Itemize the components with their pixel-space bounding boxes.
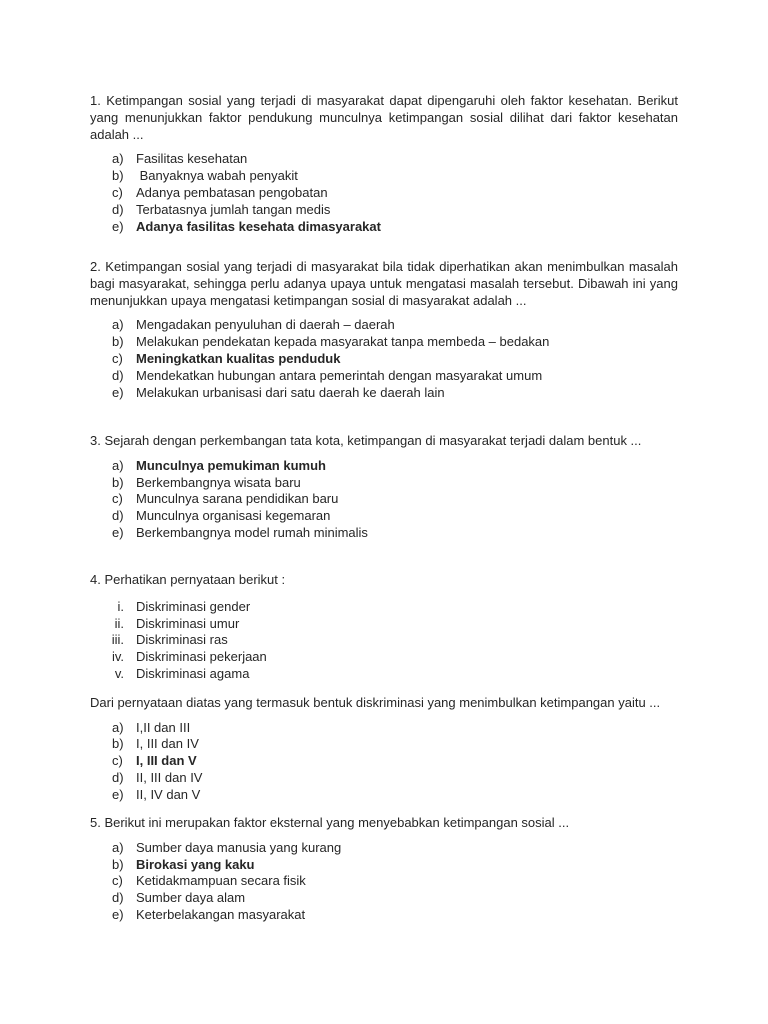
statement-iii [90,632,678,649]
option-text: I, III dan IV [136,736,199,752]
option-label: d) [112,508,124,524]
question-1 [90,93,678,235]
option-e [90,907,678,924]
question-3 [90,433,678,542]
option-text: Adanya fasilitas kesehata dimasyarakat [136,218,381,234]
option-label: a) [112,719,124,735]
option-label: c) [112,184,123,200]
option-b-answer [90,857,678,874]
option-text: Terbatasnya jumlah tangan medis [136,201,331,217]
option-label: c) [112,873,123,889]
option-text: II, III dan IV [136,769,203,785]
option-text: Sumber daya alam [136,890,246,906]
option-d [90,368,678,385]
statement-text: Diskriminasi umur [136,615,240,631]
option-e-answer [90,219,678,236]
option-label: e) [112,384,124,400]
option-e [90,525,678,542]
option-label: c) [112,350,123,366]
option-label: d) [112,769,124,785]
option-text: Munculnya sarana pendidikan baru [136,491,339,507]
option-b [90,168,678,185]
question-text: 1. Ketimpangan sosial yang terjadi di masyarakat dapat dipengaruhi oleh faktor kesehatan. Berikut yang menunjukkan faktor pendukung munculnya ketimpangan sosial dilihat dari faktor kesehatan adalah ... [90,93,678,142]
option-label: e) [112,524,124,540]
option-text: Munculnya organisasi kegemaran [136,508,331,524]
option-label: c) [112,753,123,769]
option-text: Melakukan pendekatan kepada masyarakat tanpa membeda – bedakan [136,334,550,350]
option-text: Mengadakan penyuluhan di daerah – daerah [136,317,395,333]
option-label: b) [112,474,124,490]
option-label: c) [112,491,123,507]
option-d [90,890,678,907]
option-label: d) [112,201,124,217]
statement-text: Diskriminasi gender [136,598,251,614]
option-a-answer [90,458,678,475]
option-b [90,334,678,351]
option-a [90,317,678,334]
statement-label: ii. [114,615,124,631]
option-b [90,736,678,753]
option-list [90,840,678,924]
option-text: Ketidakmampuan secara fisik [136,873,306,889]
option-text: Meningkatkan kualitas penduduk [136,350,341,366]
option-text: Berkembangnya wisata baru [136,474,301,490]
statement-label: i. [117,598,124,614]
option-list [90,151,678,235]
option-label: d) [112,890,124,906]
option-c [90,185,678,202]
option-text: II, IV dan V [136,786,201,802]
option-a [90,840,678,857]
statement-list [90,599,678,683]
option-text: Fasilitas kesehatan [136,151,248,167]
option-list [90,720,678,804]
option-text: Keterbelakangan masyarakat [136,906,306,922]
option-text: Berkembangnya model rumah minimalis [136,524,368,540]
option-label: b) [112,856,124,872]
statement-label: iv. [111,649,124,665]
question-text: 4. Perhatikan pernyataan berikut : [90,572,286,587]
statement-text: Diskriminasi agama [136,665,250,681]
option-a [90,720,678,737]
statement-text: Diskriminasi pekerjaan [136,649,267,665]
option-list [90,317,678,401]
option-b [90,475,678,492]
option-c-answer [90,753,678,770]
option-text: I, III dan V [136,753,197,769]
statement-text: Diskriminasi ras [136,632,228,648]
option-text: Munculnya pemukiman kumuh [136,457,326,473]
question-5 [90,815,678,924]
option-label: a) [112,457,124,473]
option-text: Birokasi yang kaku [136,856,255,872]
question-text: 5. Berikut ini merupakan faktor eksternal yang menyebabkan ketimpangan sosial ... [90,815,570,830]
option-label: a) [112,317,124,333]
option-e [90,787,678,804]
option-text: Banyaknya wabah penyakit [136,168,298,184]
option-text: Sumber daya manusia yang kurang [136,839,342,855]
option-text: Mendekatkan hubungan antara pemerintah dengan masyarakat umum [136,367,543,383]
option-d [90,508,678,525]
option-label: b) [112,334,124,350]
question-2 [90,259,678,401]
option-c-answer [90,351,678,368]
option-label: e) [112,906,124,922]
option-list [90,458,678,542]
option-text: Adanya pembatasan pengobatan [136,184,328,200]
option-label: a) [112,151,124,167]
option-label: d) [112,367,124,383]
option-text: Melakukan urbanisasi dari satu daerah ke daerah lain [136,384,445,400]
statement-v [90,666,678,683]
question-text: 3. Sejarah dengan perkembangan tata kota, ketimpangan di masyarakat terjadi dalam bentuk ... [90,433,642,448]
option-e [90,385,678,402]
statement-label: v. [114,665,124,681]
question-4 [90,572,678,804]
option-label: e) [112,218,124,234]
statement-ii [90,616,678,633]
option-c [90,491,678,508]
statement-i [90,599,678,616]
question-text: 2. Ketimpangan sosial yang terjadi di masyarakat bila tidak diperhatikan akan menimbulkan masalah bagi masyarakat, sehingga perlu adanya upaya untuk mengatasi masalah tersebut. Dibawah ini yang menunjukkan upaya mengatasi ketimpangan sosial di masyarakat adalah ... [90,259,678,308]
option-c [90,873,678,890]
option-a [90,151,678,168]
option-text: I,II dan III [136,719,191,735]
option-label: b) [112,168,124,184]
option-d [90,202,678,219]
option-label: a) [112,839,124,855]
question-follow-text: Dari pernyataan diatas yang termasuk bentuk diskriminasi yang menimbulkan ketimpangan yaitu ... [90,694,661,710]
statement-iv [90,649,678,666]
statement-label: iii. [111,632,124,648]
option-label: e) [112,786,124,802]
option-d [90,770,678,787]
option-label: b) [112,736,124,752]
